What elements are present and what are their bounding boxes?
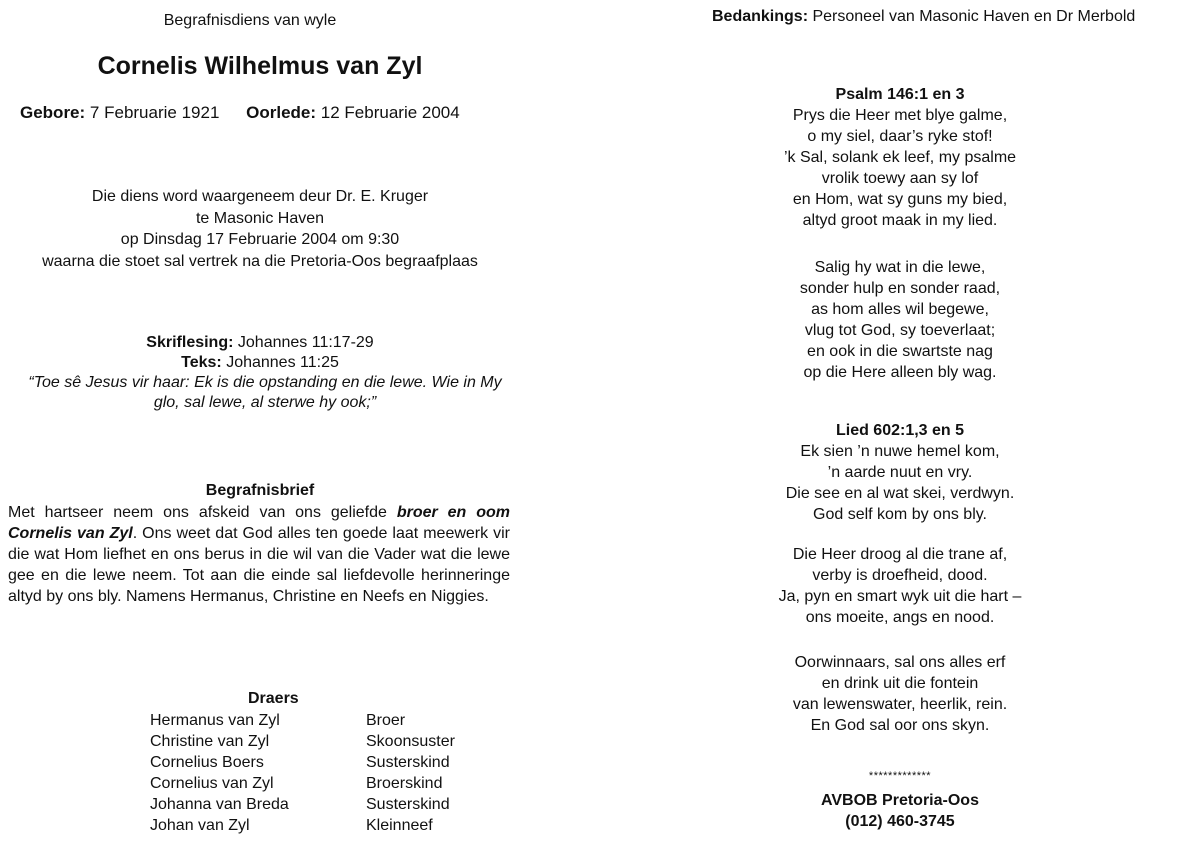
bearers-table	[150, 710, 455, 836]
hymn-verse-2	[600, 544, 1200, 628]
text-value: Johannes 11:25	[226, 354, 339, 371]
verse-line: en ook in die swartste nag	[807, 343, 993, 360]
bearer-name: Johanna van Breda	[150, 796, 289, 813]
verse-line: op die Here alleen bly wag.	[803, 364, 997, 381]
bearer-row	[150, 815, 455, 836]
hymn-verse-3	[600, 652, 1200, 736]
verse-line: vrolik toewy aan sy lof	[821, 170, 979, 187]
died-label: Oorlede:	[246, 103, 317, 122]
verse-line: ’k Sal, solank ek leef, my psalme	[783, 149, 1017, 166]
reading-line	[0, 333, 520, 353]
bearers-title: Draers	[248, 690, 299, 707]
bearer-name: Cornelius van Zyl	[150, 775, 274, 792]
bearer-relation: Broerskind	[366, 775, 443, 792]
bearer-name: Christine van Zyl	[150, 733, 270, 750]
bearer-relation: Broer	[366, 712, 406, 729]
verse-line: Ja, pyn en smart wyk uit die hart –	[778, 588, 1022, 605]
verse-line: Die see en al wat skei, verdwyn.	[785, 485, 1015, 502]
verse-line: Prys die Heer met blye galme,	[792, 107, 1008, 124]
psalm-verse-1	[600, 84, 1200, 231]
died-date: 12 Februarie 2004	[320, 103, 460, 122]
thanks-value: Personeel van Masonic Haven en Dr Merbold	[812, 8, 1136, 25]
verse-line: sonder hulp en sonder raad,	[799, 280, 1001, 297]
bearer-row	[150, 752, 455, 773]
verse-line: en drink uit die fontein	[821, 675, 979, 692]
letter-start: Met hartseer neem ons afskeid van ons geliefde	[8, 504, 397, 521]
reading-label: Skriflesing:	[146, 334, 234, 351]
acknowledgements	[712, 8, 1135, 26]
bearer-relation: Susterskind	[366, 796, 450, 813]
deceased-name: Cornelis Wilhelmus van Zyl	[97, 52, 423, 80]
born-label: Gebore:	[20, 103, 86, 122]
letter-emphasis: broer en oom Cornelis van Zyl	[8, 504, 510, 542]
verse-line: Salig hy wat in die lewe,	[814, 259, 986, 276]
service-line: waarna die stoet sal vertrek na die Pretoria-Oos begraafplaas	[42, 252, 478, 270]
bearer-row	[150, 794, 455, 815]
reading-value: Johannes 11:17-29	[237, 334, 374, 351]
bearer-row	[150, 731, 455, 752]
bearer-name: Hermanus van Zyl	[150, 712, 280, 729]
psalm-title: Psalm 146:1 en 3	[835, 86, 965, 103]
service-subtitle: Begrafnisdiens van wyle	[163, 12, 337, 29]
service-line: te Masonic Haven	[195, 209, 325, 227]
right-page	[600, 0, 1200, 848]
verse-line: altyd groot maak in my lied.	[802, 212, 998, 229]
verse-line: en Hom, wat sy guns my bied,	[792, 191, 1008, 208]
service-details	[0, 186, 520, 272]
thanks-label: Bedankings:	[712, 8, 809, 25]
funeral-letter	[8, 502, 510, 607]
psalm-verse-2	[600, 257, 1200, 383]
service-line: Die diens word waargeneem deur Dr. E. Kruger	[91, 188, 429, 205]
bearer-relation: Kleinneef	[366, 817, 433, 834]
verse-line: Oorwinnaars, sal ons alles erf	[794, 654, 1006, 671]
verse-line: verby is droefheid, dood.	[812, 567, 988, 584]
scripture-quote: “Toe sê Jesus vir haar: Ek is die opstanding en die lewe. Wie in My glo, sal lewe, al sterwe hy ook;”	[28, 374, 502, 411]
verse-line: Die Heer droog al die trane af,	[792, 546, 1008, 563]
born-date: 7 Februarie 1921	[89, 103, 220, 122]
letter-title: Begrafnisbrief	[205, 482, 315, 499]
verse-line: Ek sien ’n nuwe hemel kom,	[800, 443, 1000, 460]
divider-stars: *************	[868, 770, 932, 782]
text-line	[0, 353, 520, 373]
letter-rest: . Ons weet dat God alles ten goede laat meewerk vir die wat Hom liefhet en ons berus in die wil van die Vader wat die lewe gee en die lewe neem. Tot aan die einde sal liefdevolle herinneringe altyd by ons bly. Namens Hermanus, Christine en Neefs en Niggies.	[8, 525, 510, 605]
bearer-name: Cornelius Boers	[150, 754, 264, 771]
scripture-block	[0, 333, 520, 413]
verse-line: ons moeite, angs en nood.	[805, 609, 995, 626]
bearer-name: Johan van Zyl	[150, 817, 250, 834]
service-line: op Dinsdag 17 Februarie 2004 om 9:30	[120, 231, 400, 248]
verse-line: En God sal oor ons skyn.	[810, 717, 990, 734]
verse-line: God self kom by ons bly.	[813, 506, 987, 523]
undertaker-name: AVBOB Pretoria-Oos	[821, 792, 979, 809]
bearer-relation: Skoonsuster	[366, 733, 455, 750]
text-label: Teks:	[181, 354, 222, 371]
left-page	[0, 0, 520, 848]
hymn-verse-1	[600, 420, 1200, 525]
undertaker-block	[600, 790, 1200, 832]
verse-line: ’n aarde nuut en vry.	[827, 464, 973, 481]
verse-line: as hom alles wil begewe,	[811, 301, 989, 318]
bearer-row	[150, 773, 455, 794]
dates-line	[20, 103, 460, 123]
verse-line: vlug tot God, sy toeverlaat;	[804, 322, 996, 339]
hymn-title: Lied 602:1,3 en 5	[835, 422, 965, 439]
undertaker-phone: (012) 460-3745	[845, 813, 955, 830]
bearer-relation: Susterskind	[366, 754, 450, 771]
verse-line: o my siel, daar’s ryke stof!	[807, 128, 993, 145]
verse-line: van lewenswater, heerlik, rein.	[792, 696, 1008, 713]
bearer-row	[150, 710, 455, 731]
